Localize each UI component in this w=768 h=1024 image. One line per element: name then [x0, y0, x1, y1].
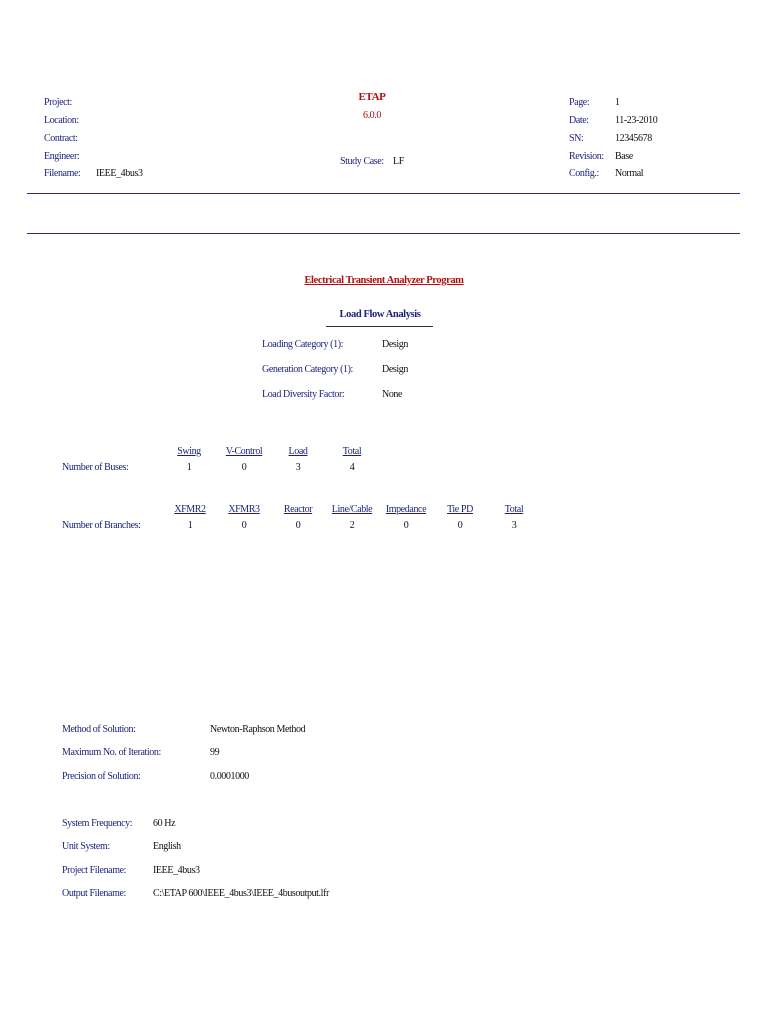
loading-category-label: Loading Category (1):	[262, 339, 344, 350]
branches-row-label: Number of Branches:	[62, 520, 141, 531]
generation-category-label: Generation Category (1):	[262, 364, 353, 375]
date-label: Date:	[569, 115, 589, 126]
program-version: 6.0.0	[362, 110, 381, 121]
config-value: Normal	[615, 168, 644, 179]
page-label: Page:	[569, 97, 590, 108]
bus-col-total: Total	[342, 446, 362, 457]
project-filename-label: Project Filename:	[62, 865, 127, 876]
unit-system-value: English	[153, 841, 181, 852]
program-name: ETAP	[358, 91, 386, 103]
location-label: Location:	[44, 115, 79, 126]
branch-val-reactor: 0	[295, 520, 301, 531]
sn-label: SN:	[569, 133, 584, 144]
report-title: Electrical Transient Analyzer Program	[304, 275, 464, 286]
revision-value: Base	[615, 151, 633, 162]
report-subtitle: Load Flow Analysis	[339, 309, 421, 320]
branch-col-reactor: Reactor	[283, 504, 313, 515]
branch-col-total: Total	[504, 504, 524, 515]
branch-col-xfmr3: XFMR3	[228, 504, 260, 515]
engineer-label: Engineer:	[44, 151, 80, 162]
precision-value: 0.0001000	[210, 771, 249, 782]
output-filename-label: Output Filename:	[62, 888, 126, 899]
bus-col-load: Load	[288, 446, 308, 457]
branch-val-impedance: 0	[403, 520, 409, 531]
branch-val-tiepd: 0	[457, 520, 463, 531]
unit-system-label: Unit System:	[62, 841, 110, 852]
method-value: Newton-Raphson Method	[210, 724, 306, 735]
system-frequency-label: System Frequency:	[62, 818, 133, 829]
header-divider-top	[27, 193, 740, 194]
max-iteration-value: 99	[210, 747, 220, 758]
generation-category-value: Design	[382, 364, 408, 375]
branch-val-total: 3	[511, 520, 517, 531]
buses-row-label: Number of Buses:	[62, 462, 129, 473]
bus-val-vcontrol: 0	[241, 462, 247, 473]
branch-col-linecable: Line/Cable	[331, 504, 373, 515]
config-label: Config.:	[569, 168, 599, 179]
subtitle-underline	[326, 326, 433, 327]
contract-label: Contract:	[44, 133, 78, 144]
study-case-label: Study Case:	[340, 156, 384, 167]
sn-value: 12345678	[615, 133, 652, 144]
bus-col-vcontrol: V-Control	[225, 446, 263, 457]
branch-val-xfmr2: 1	[187, 520, 193, 531]
bus-col-swing: Swing	[177, 446, 201, 457]
project-label: Project:	[44, 97, 72, 108]
header-divider-bottom	[27, 233, 740, 234]
date-value: 11-23-2010	[615, 115, 658, 126]
bus-val-total: 4	[349, 462, 355, 473]
system-frequency-value: 60 Hz	[153, 818, 176, 829]
filename-label: Filename:	[44, 168, 81, 179]
bus-val-swing: 1	[186, 462, 192, 473]
page-value: 1	[615, 97, 620, 108]
method-label: Method of Solution:	[62, 724, 136, 735]
branch-col-xfmr2: XFMR2	[174, 504, 206, 515]
branch-val-linecable: 2	[349, 520, 355, 531]
load-diversity-value: None	[382, 389, 403, 400]
branch-col-tiepd: Tie PD	[447, 504, 473, 515]
project-filename-value: IEEE_4bus3	[153, 865, 200, 876]
output-filename-value: C:\ETAP 600\IEEE_4bus3\IEEE_4busoutput.lfr	[153, 888, 329, 899]
revision-label: Revision:	[569, 151, 604, 162]
bus-val-load: 3	[295, 462, 301, 473]
loading-category-value: Design	[382, 339, 408, 350]
precision-label: Precision of Solution:	[62, 771, 141, 782]
branch-val-xfmr3: 0	[241, 520, 247, 531]
max-iteration-label: Maximum No. of Iteration:	[62, 747, 161, 758]
study-case-value: LF	[393, 156, 404, 167]
branch-col-impedance: Impedance	[385, 504, 427, 515]
load-diversity-label: Load Diversity Factor:	[262, 389, 345, 400]
filename-value: IEEE_4bus3	[96, 168, 143, 179]
